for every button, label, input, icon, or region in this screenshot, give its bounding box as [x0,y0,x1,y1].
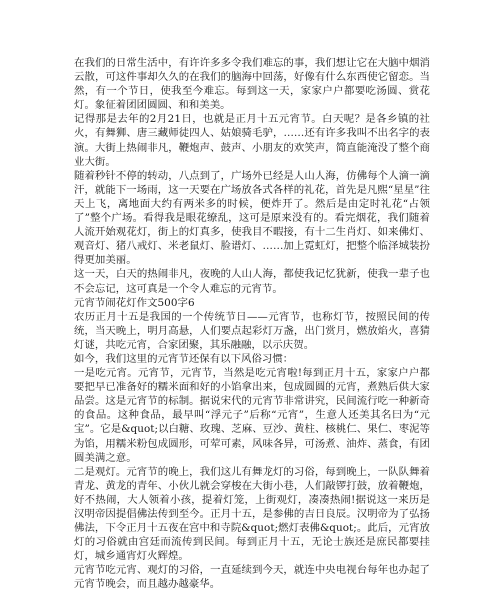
paragraph: 农历正月十五是我国的一个传统节日——元宵节，也称灯节，按照民间的传统，当天晚上，明月高悬，人们要点起彩灯万盏，出门赏月，燃放焰火，喜猜灯谜，共吃元宵，合家团聚，其乐融融，以示庆贺。 [74,310,430,351]
paragraph: 这一天，白天的热闹非凡，夜晚的人山人海，都使我记忆犹新，使我一辈子也不会忘记，这可真是一个令人难忘的元宵节。 [74,268,430,295]
paragraph: 元宵节吃元宵、观灯的习俗，一直延续到今天，就连中央电视台每年也办起了元宵节晚会，而且越办越豪华。 [74,564,430,591]
paragraph: 二是观灯。元宵节的晚上，我们这儿有舞龙灯的习俗，每到晚上，一队队舞着青龙、黄龙的青年、小伙儿就会穿梭在大街小巷，人们敲锣打鼓，放着鞭炮，好不热闹，大人领着小孩，提着灯笼，上街观灯，凑凑热闹!据说这一来历是汉明帝因提倡佛法传到至今。正月十五，是参佛的吉日良辰。汉明帝为了弘扬佛法，下令正月十五夜在宫中和寺院&quot;燃灯表佛&quot;。此后，元宵放灯的习俗就由宫廷而流传到民间。每到正月十五，无论士族还是庶民都要挂灯，城乡通宵灯火辉煌。 [74,465,430,563]
paragraph: 如今，我们这里的元宵节还保有以下风俗习惯： [74,352,294,365]
document-body [74,56,430,592]
paragraph: 在我们的日常生活中，有许许多多令我们难忘的事，我们想让它在大脑中烟消云散，可这件事却久久的在我们的脑海中回荡，好像有什么东西使它留恋。当然，有一个节日，使我至今难忘。每到这一天，家家户户都要吃汤圆、赏花灯。象征着团团圆圆、和和美美。 [74,57,430,112]
paragraph: 随着秒针不停的转动，八点到了，广场外已经是人山人海，仿佛每个人滴一滴汗，就能下一场雨，这一天要在广场放各式各样的礼花，首先是凡熙“星星”往天上飞，离地面大约有两米多的时候，便炸开了。然后是由定时礼花“占领了”整个广场。看得我是眼花缭乱，这可是原来没有的。看完烟花，我们随着人流开始观花灯，街上的灯真多，使我目不暇接，有十二生肖灯、如来佛灯、观音灯、猪八戒灯、米老鼠灯、脸谱灯、……加上霓虹灯，把整个临泽城装扮得更加美丽。 [74,169,430,267]
section-title: 元宵节闹花灯作文500字6 [74,296,195,309]
paragraph: 一是吃元宵。元宵节，元宵节，当然是吃元宵啦!每到正月十五，家家户户都要把早已准备好的糯米面和好的小馅拿出来，包成圆圆的元宵，煮熟后供大家品尝。这是元宵节的标制。据说宋代的元宵节非常讲究，民间流行吃一种新奇的食品。这种食品，最早叫“浮元子”后称“元宵”，生意人还美其名曰为“元宝”。它是&quot;以白糖、玫瑰、芝麻、豆沙、黄柱、核桃仁、果仁、枣泥等为馅，用糯米粉包成圆形，可荤可素，风味各异，可汤煮、油炸、蒸食，有团圆美满之意。 [74,367,430,464]
paragraph: 记得那是去年的2月21日，也就是正月十五元宵节。白天呢？是各乡镇的社火，有舞狮、唐三藏师徒四人、姑娘骑毛驴，……还有许多我叫不出名字的表演。大街上热闹非凡，鞭炮声、鼓声、小朋友的欢笑声，简直能淹没了整个商业大街。 [74,113,430,168]
